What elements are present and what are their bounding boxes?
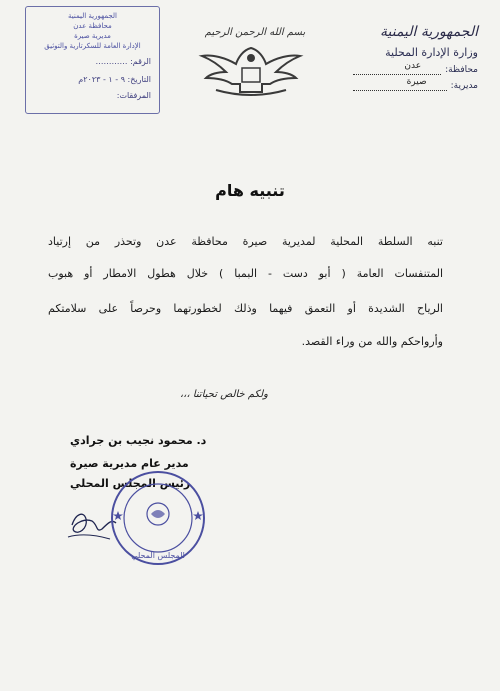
republic-name: الجمهورية اليمنية — [379, 24, 478, 40]
governorate-label: محافظة: — [445, 65, 478, 75]
closing-greeting: ولكم خالص تحياتنا ،،، — [180, 389, 268, 400]
body-line-3: الرياح الشديدة أو التعمق فيهما وذلك لخطورتهما وحرصاً على سلامتكم — [48, 302, 443, 315]
body-line-1: تنبه السلطة المحلية لمديرية صيرة محافظة عدن وتحذر من إرتياد — [48, 235, 443, 248]
eagle-emblem-icon — [196, 40, 306, 102]
district-value: صيرة — [406, 77, 427, 87]
governorate-dots — [353, 61, 441, 75]
ministry-name: وزارة الإدارة المحلية — [385, 46, 478, 59]
district-label: مديرية: — [450, 81, 478, 91]
governorate-row — [353, 61, 478, 75]
signatory-name: د. محمود نجيب بن جرادي — [70, 434, 207, 447]
stamp-date-value: ٩ - ١ - ٢٠٢٣م — [78, 75, 125, 84]
official-seal — [108, 468, 208, 568]
body-line-4: وأرواحكم والله من وراء القصد. — [301, 335, 443, 348]
signatory-council: رئيس المجلس المحلي — [70, 477, 191, 490]
basmala: بسم الله الرحمن الرحيم — [204, 27, 306, 38]
header-right — [353, 24, 478, 91]
district-dots — [353, 77, 447, 91]
governorate-value: عدن — [404, 61, 422, 71]
stamp-number-label: الرقم: ………… — [95, 57, 151, 66]
stamp-attachments-label: المرفقات: — [116, 91, 151, 100]
signatory-title: مدير عام مديرية صيرة — [70, 457, 189, 470]
stamp-line-3: مديرية صيرة — [74, 32, 111, 40]
stamp-line-2: محافظة عدن — [73, 22, 112, 30]
stamp-line-1: الجمهورية اليمنية — [67, 12, 117, 20]
district-row — [353, 77, 478, 91]
stamp-time-row — [117, 91, 151, 100]
stamp-date-label: التاريخ: — [127, 75, 151, 84]
seal-text: المجلس المحلي — [131, 551, 185, 560]
incoming-registry-stamp — [25, 6, 160, 114]
document-title: تنبيه هام — [215, 181, 285, 200]
body-line-2: المتنفسات العامة ( أبو دست - البمبا ) خلال هطول الامطار أو هبوب — [48, 267, 443, 280]
stamp-line-4: الإدارة العامة للسكرتارية والتوثيق — [44, 42, 141, 50]
stamp-date-row — [78, 75, 151, 84]
